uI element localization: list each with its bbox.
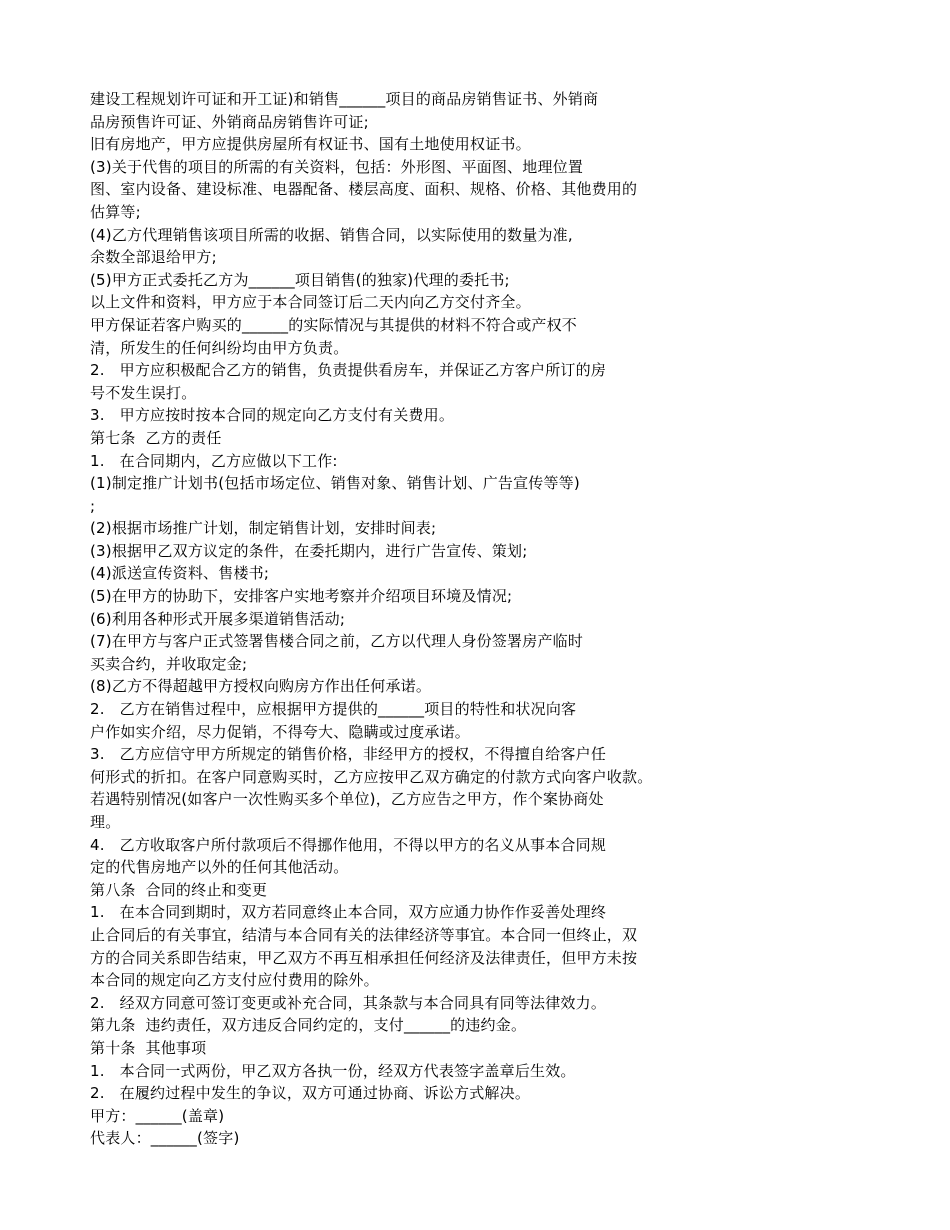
text-line: 定的代售房地产以外的任何其他活动。 [90,858,349,877]
text-line: 4. 乙方收取客户所付款项后不得挪作他用，不得以甲方的名义从事本合同规 [90,835,607,854]
text-line: 方的合同关系即告结束，甲乙双方不再互相承担任何经济及法律责任，但甲方未按 [90,948,638,967]
text-line: (4)派送宣传资料、售楼书; [90,564,270,583]
text-line: (4)乙方代理销售该项目所需的收据、销售合同，以实际使用的数量为准, [90,225,573,244]
section-heading: 第八条 合同的终止和变更 [90,880,268,899]
text-line: (7)在甲方与客户正式签署售楼合同之前，乙方以代理人身份签署房产临时 [90,632,584,651]
signature-line-representative: 代表人：______(签字) [90,1129,240,1148]
text-line: (1)制定推广计划书(包括市场定位、销售对象、销售计划、广告宣传等等) [90,474,580,493]
text-line: 2. 甲方应积极配合乙方的销售，负责提供看房车，并保证乙方客户所订的房 [90,361,607,380]
text-line: 旧有房地产，甲方应提供房屋所有权证书、国有土地使用权证书。 [90,135,531,154]
text-line: 2. 经双方同意可签订变更或补充合同，其条款与本合同具有同等法律效力。 [90,993,607,1012]
text-line: 图、室内设备、建设标准、电器配备、楼层高度、面积、规格、价格、其他费用的 [90,180,638,199]
document-body [90,88,690,1150]
text-line: 止合同后的有关事宜，结清与本合同有关的法律经济等事宜。本合同一但终止，双 [90,925,638,944]
text-line: 清，所发生的任何纠纷均由甲方负责。 [90,338,349,357]
text-line: 户作如实介绍，尽力促销，不得夸大、隐瞒或过度承诺。 [90,722,471,741]
text-line: 品房预售许可证、外销商品房销售许可证; [90,112,369,131]
text-line: 号不发生误打。 [90,383,197,402]
text-line: 3. 甲方应按时按本合同的规定向乙方支付有关费用。 [90,406,455,425]
signature-line-party-a: 甲方：______(盖章) [90,1106,225,1125]
text-line: 以上文件和资料，甲方应于本合同签订后二天内向乙方交付齐全。 [90,293,531,312]
text-line: 何形式的折扣。在客户同意购买时，乙方应按甲乙双方确定的付款方式向客户收款。 [90,767,653,786]
text-line: (3)关于代售的项目的所需的有关资料，包括：外形图、平面图、地理位置 [90,157,584,176]
text-line: 1. 本合同一式两份，甲乙双方各执一份，经双方代表签字盖章后生效。 [90,1061,576,1080]
text-line: 1. 在本合同到期时，双方若同意终止本合同，双方应通力协作作妥善处理终 [90,903,607,922]
text-line: 若遇特别情况(如客户一次性购买多个单位)，乙方应告之甲方，作个案协商处 [90,790,604,809]
text-line: 估算等; [90,202,141,221]
text-line: 1. 在合同期内，乙方应做以下工作: [90,451,338,470]
text-line: 理。 [90,813,121,831]
text-line: (6)利用各种形式开展多渠道销售活动; [90,609,346,628]
text-line: 2. 在履约过程中发生的争议，双方可通过协商、诉讼方式解决。 [90,1084,531,1103]
text-line: 买卖合约，并收取定金; [90,654,248,673]
text-line: 本合同的规定向乙方支付应付费用的除外。 [90,971,379,990]
text-line: 3. 乙方应信守甲方所规定的销售价格，非经甲方的授权，不得擅自给客户任 [90,745,607,764]
text-line: 2. 乙方在销售过程中，应根据甲方提供的______项目的特性和状况向客 [90,700,577,719]
text-line: 甲方保证若客户购买的______的实际情况与其提供的材料不符合或产权不 [90,315,578,334]
text-line: (3)根据甲乙双方议定的条件，在委托期内，进行广告宣传、策划; [90,541,528,560]
section-heading: 第九条 违约责任，双方违反合同约定的，支付______的违约金。 [90,1016,527,1035]
text-line: (5)甲方正式委托乙方为______项目销售(的独家)代理的委托书; [90,270,510,289]
text-line: (2)根据市场推广计划，制定销售计划，安排时间表; [90,519,437,538]
text-line: 余数全部退给甲方; [90,248,217,267]
text-line: ; [90,496,96,515]
section-heading: 第七条 乙方的责任 [90,428,222,447]
text-line: 建设工程规划许可证和开工证)和销售______项目的商品房销售证书、外销商 [90,90,599,108]
section-heading: 第十条 其他事项 [90,1038,207,1057]
text-line: (5)在甲方的协助下，安排客户实地考察并介绍项目环境及情况; [90,587,513,606]
text-line: (8)乙方不得超越甲方授权向购房方作出任何承诺。 [90,677,432,696]
